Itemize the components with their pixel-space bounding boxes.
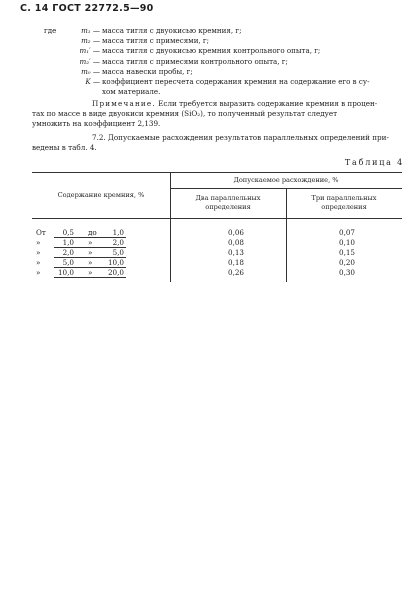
variable-row	[44, 77, 404, 87]
column-header-two-determinations	[170, 194, 286, 211]
table-row	[32, 258, 402, 268]
header-line: определения	[321, 202, 367, 211]
row-to-word: »	[88, 238, 93, 247]
underline-rule	[54, 277, 126, 278]
note-line: умножить на коэффициент 2,139.	[32, 119, 161, 129]
table-row	[32, 268, 402, 278]
row-three-determinations: 0,20	[339, 258, 356, 267]
row-prefix: »	[36, 248, 41, 257]
row-prefix: От	[36, 228, 46, 237]
variable-row	[44, 87, 404, 97]
variable-description-continuation: хом материале.	[102, 87, 161, 97]
variable-description: масса тигля с примесями контрольного опыта, г;	[102, 56, 288, 66]
variable-row	[44, 36, 404, 46]
variable-description: масса тигля с двуокисью кремния, г;	[102, 26, 242, 35]
table-row	[32, 248, 402, 258]
column-header-three-determinations	[286, 194, 402, 211]
header-line: определения	[205, 202, 251, 211]
page-header: С. 14 ГОСТ 22772.5—90	[20, 3, 154, 14]
row-to-word: »	[88, 258, 93, 267]
row-from: 0,5	[62, 228, 74, 237]
table-row	[32, 228, 402, 238]
variable-row	[44, 26, 404, 36]
row-to: 5,0	[112, 248, 124, 257]
section-line: 7.2. Допускаемые расхождения результатов параллельных определений при-	[92, 133, 389, 142]
variable-description: масса навески пробы, г;	[102, 66, 193, 76]
variable-symbol: m₁′ —	[79, 46, 100, 56]
row-to-word: »	[88, 268, 93, 277]
row-to-word: до	[88, 228, 97, 237]
row-three-determinations: 0,07	[339, 228, 356, 237]
header-line: Два параллельных	[195, 194, 261, 202]
variable-definitions	[44, 26, 404, 97]
row-to: 20,0	[107, 268, 124, 277]
column-group-header: Допускаемое расхождение, %	[233, 176, 339, 184]
variable-symbol: m₁ —	[81, 26, 100, 35]
row-to: 10,0	[107, 258, 124, 267]
row-to: 1,0	[112, 228, 124, 237]
variable-symbol: m₀ —	[81, 66, 100, 76]
header-line: Три параллельных	[311, 194, 377, 202]
row-two-determinations: 0,06	[228, 228, 245, 237]
variable-description: масса тигля с примесями, г;	[102, 36, 210, 46]
row-two-determinations: 0,13	[228, 248, 245, 257]
row-three-determinations: 0,15	[339, 248, 356, 257]
variable-row	[44, 57, 404, 67]
variable-row	[44, 46, 404, 56]
row-two-determinations: 0,18	[228, 258, 245, 267]
header-bottom-border	[32, 218, 402, 219]
row-from: 1,0	[62, 238, 74, 247]
row-to: 2,0	[112, 238, 124, 247]
where-word: где	[44, 26, 57, 35]
row-three-determinations: 0,10	[339, 238, 356, 247]
variable-description: масса тигля с двуокисью кремния контрольного опыта, г;	[102, 46, 321, 56]
row-two-determinations: 0,26	[228, 268, 245, 277]
variable-description: коэффициент пересчета содержания кремния на содержание его в су-	[102, 76, 370, 86]
row-from: 2,0	[62, 248, 74, 257]
table-top-border	[32, 172, 402, 173]
note-text: Если требуется выразить содержание кремния в процен-	[158, 99, 378, 108]
row-prefix: »	[36, 258, 41, 267]
section-line: ведены в табл. 4.	[32, 143, 97, 153]
variable-symbol: m₂ —	[81, 36, 100, 46]
table-caption: Таблица 4	[344, 158, 404, 167]
variable-symbol: m₂′ —	[79, 56, 100, 66]
section-paragraph	[32, 133, 402, 153]
note-label: Примечание.	[92, 99, 156, 108]
column-header-content: Содержание кремния, %	[57, 191, 145, 199]
note-paragraph	[32, 99, 402, 130]
variable-row	[44, 67, 404, 77]
row-prefix: »	[36, 268, 41, 277]
note-line	[32, 99, 402, 109]
row-from: 10,0	[57, 268, 74, 277]
row-from: 5,0	[62, 258, 74, 267]
row-to-word: »	[88, 248, 93, 257]
row-two-determinations: 0,08	[228, 238, 245, 247]
variable-symbol: K —	[85, 76, 100, 86]
row-prefix: »	[36, 238, 41, 247]
row-three-determinations: 0,30	[339, 268, 356, 277]
note-line: тах по массе в виде двуокиси кремния (SiO₂), то полученный результат следует	[32, 109, 338, 119]
table-row	[32, 238, 402, 248]
